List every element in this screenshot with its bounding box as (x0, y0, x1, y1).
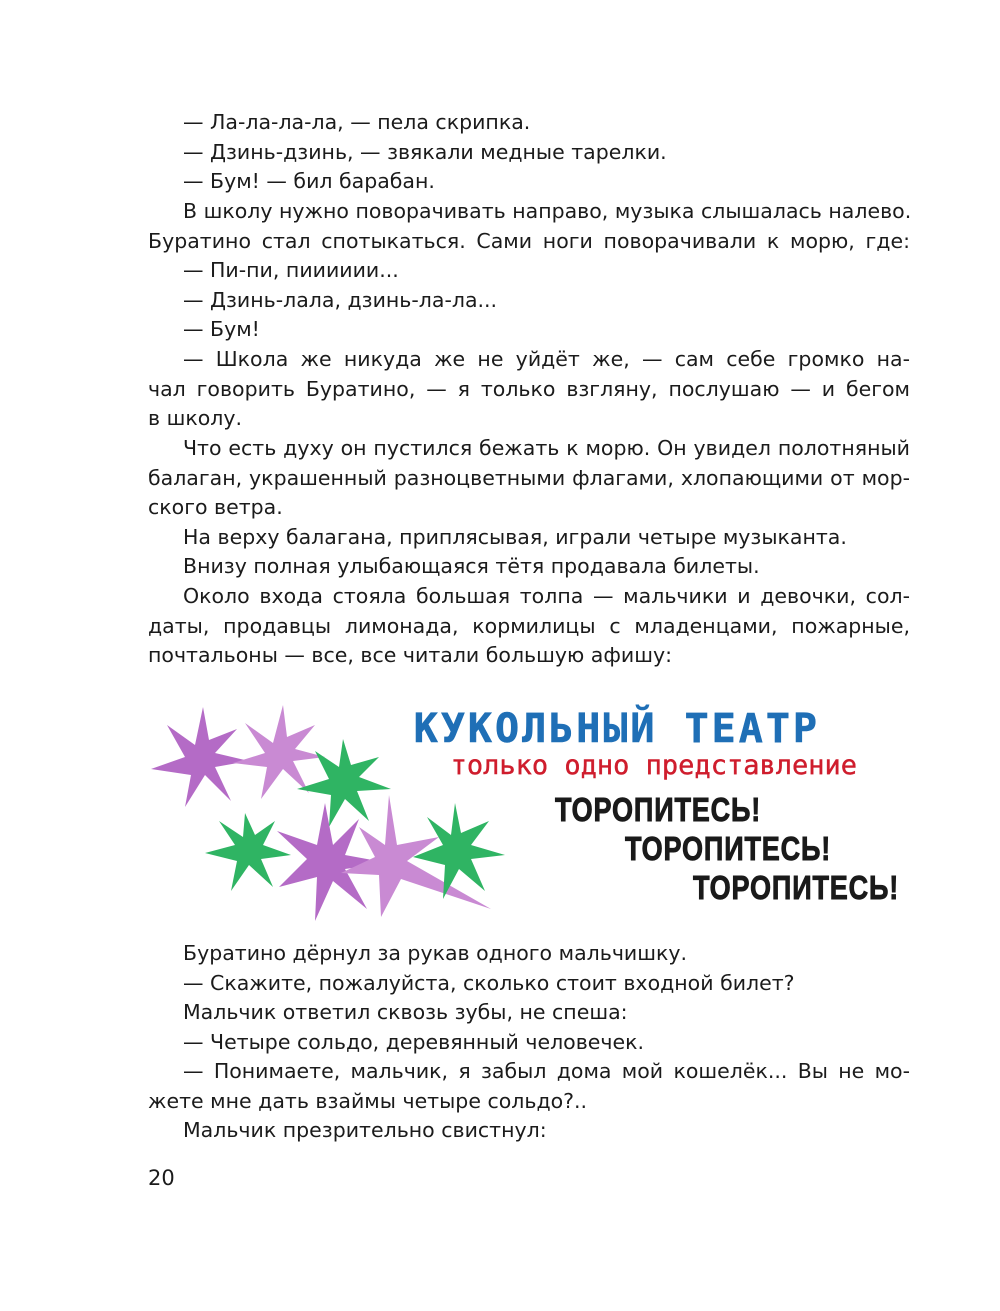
text-line: — Бум! (183, 317, 260, 341)
text-line: — Школа же никуда же не уйдёт же, — сам себе громко на- (183, 347, 910, 371)
poster-hurry-line: ТОРОПИТЕСЬ! (555, 791, 762, 828)
text-line: — Дзинь-лала, дзинь-ла-ла... (183, 288, 498, 312)
text-line: Буратино дёрнул за рукав одного мальчишку. (183, 941, 688, 965)
text-line: — Дзинь-дзинь, — звякали медные тарелки. (183, 140, 667, 164)
page-number: 20 (148, 1166, 175, 1190)
puppet-theatre-poster (145, 695, 905, 925)
text-line: — Бум! — бил барабан. (183, 169, 435, 193)
text-line: — Скажите, пожалуйста, сколько стоит входной билет? (183, 971, 795, 995)
poster-hurry-line: ТОРОПИТЕСЬ! (625, 830, 832, 867)
poster-hurry-line: ТОРОПИТЕСЬ! (693, 869, 900, 906)
text-line: жете мне дать взаймы четыре сольдо?.. (148, 1089, 588, 1113)
text-line: ского ветра. (148, 495, 283, 519)
poster-subtitle: только одно представление (450, 750, 857, 781)
text-line: — Ла-ла-ла-ла, — пела скрипка. (183, 110, 531, 134)
star-icon (205, 813, 291, 891)
text-line: — Четыре сольдо, деревянный человечек. (183, 1030, 645, 1054)
text-line: Около входа стояла большая толпа — мальчики и девочки, сол- (183, 584, 910, 608)
poster-title: КУКОЛЬНЫЙ ТЕАТР (413, 706, 820, 752)
text-line: чал говорить Буратино, — я только взгляну, послушаю — и бегом (148, 377, 910, 401)
text-line: Буратино стал спотыкаться. Сами ноги поворачивали к морю, где: (148, 229, 910, 253)
text-line: Мальчик презрительно свистнул: (183, 1118, 547, 1142)
text-line: балаган, украшенный разноцветными флагами, хлопающими от мор- (148, 466, 910, 490)
text-line: — Понимаете, мальчик, я забыл дома мой кошелёк... Вы не мо- (183, 1059, 910, 1083)
text-line: Внизу полная улыбающаяся тётя продавала билеты. (183, 554, 760, 578)
text-line: в школу. (148, 406, 243, 430)
text-line: Мальчик ответил сквозь зубы, не спеша: (183, 1000, 628, 1024)
text-line: даты, продавцы лимонада, кормилицы с младенцами, пожарные, (148, 614, 910, 638)
text-line: почтальоны — все, все читали большую афишу: (148, 643, 673, 667)
text-line: В школу нужно поворачивать направо, музыка слышалась налево. (183, 199, 912, 223)
text-line: — Пи-пи, пииииии... (183, 258, 399, 282)
text-line: Что есть духу он пустился бежать к морю. Он увидел полотняный (183, 436, 910, 460)
text-line: На верху балагана, приплясывая, играли четыре музыканта. (183, 525, 847, 549)
